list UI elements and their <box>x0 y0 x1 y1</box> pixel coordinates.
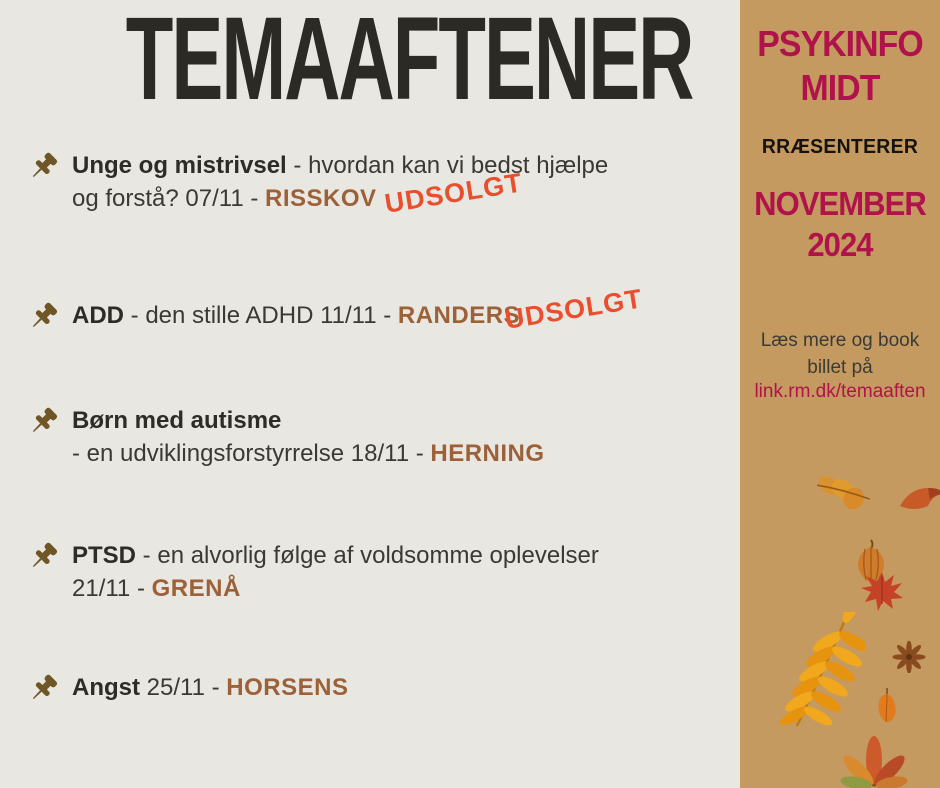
udsolgt-stamp: UDSOLGT <box>502 283 645 335</box>
event-description: 21/11 - <box>72 575 152 602</box>
event-item <box>28 149 728 219</box>
brand-name <box>746 22 934 110</box>
pushpin-icon <box>28 150 62 184</box>
event-city: RANDERS <box>397 302 521 329</box>
rowan-leaf-icon <box>765 612 865 732</box>
creeper-leaf-icon <box>822 720 926 788</box>
event-city: RISSKOV <box>265 185 377 212</box>
leaf-fragment-icon <box>898 484 940 514</box>
event-description: - hvordan kan vi bedst hjælpe <box>286 152 609 179</box>
event-title: Børn med autisme <box>72 407 282 434</box>
event-title: ADD <box>72 302 124 329</box>
event-text-block <box>72 539 728 605</box>
event-line <box>72 149 728 182</box>
event-description: - en alvorlig følge af voldsomme oplevelser <box>136 542 599 569</box>
poster-title: TEMAAFTENER <box>125 0 693 125</box>
event-text-block <box>72 671 728 704</box>
maple-leaf-icon <box>858 570 906 612</box>
month-line2: 2024 <box>807 226 873 263</box>
event-text-block <box>72 404 728 470</box>
event-line <box>72 404 728 437</box>
pushpin-icon <box>28 300 62 334</box>
brand-line2: MIDT <box>800 67 880 108</box>
event-line <box>72 437 728 470</box>
small-leaf-icon <box>873 686 901 724</box>
event-city: GRENÅ <box>151 575 241 602</box>
pushpin-icon <box>28 540 62 574</box>
presents-label: RRÆSENTERER <box>761 136 919 158</box>
event-item <box>28 283 728 335</box>
booking-info-line2: billet på <box>807 357 873 378</box>
event-line <box>72 572 728 605</box>
sidebar <box>740 0 940 788</box>
pushpin-icon <box>28 672 62 706</box>
event-description: - en udviklingsforstyrrelse 18/11 - <box>72 440 431 467</box>
event-line <box>72 671 728 704</box>
event-city: HERNING <box>430 440 545 467</box>
month-line1: NOVEMBER <box>754 185 926 222</box>
star-anise-icon <box>890 641 928 673</box>
event-description: 25/11 - <box>140 674 227 701</box>
month-label <box>746 183 934 265</box>
event-title: Angst <box>72 674 140 701</box>
event-item <box>28 671 728 704</box>
pushpin-icon <box>28 405 62 439</box>
event-title: Unge og mistrivsel <box>72 152 287 179</box>
event-item <box>28 404 728 470</box>
booking-link[interactable]: link.rm.dk/temaaften <box>754 381 926 402</box>
brand-line1: PSYKINFO <box>757 23 923 64</box>
booking-info <box>740 327 940 381</box>
event-line <box>72 539 728 572</box>
event-description: - den stille ADHD 11/11 - <box>124 302 398 329</box>
event-city: HORSENS <box>226 674 349 701</box>
event-title: PTSD <box>72 542 137 569</box>
event-description: og forstå? 07/11 - <box>72 185 266 212</box>
event-item <box>28 539 728 605</box>
udsolgt-stamp: UDSOLGT <box>382 167 525 219</box>
booking-info-line1: Læs mere og book <box>760 330 920 351</box>
oak-leaf-icon <box>813 470 873 516</box>
